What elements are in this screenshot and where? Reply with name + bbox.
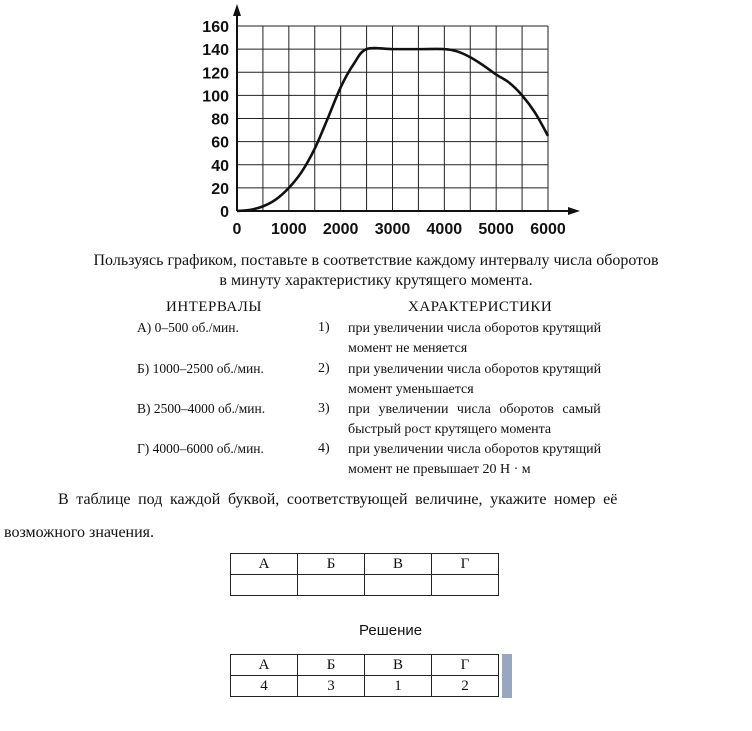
intervals-header: ИНТЕРВАЛЫ (166, 299, 262, 315)
answer-header-a: А (231, 554, 298, 575)
answer-cell-c[interactable] (365, 575, 432, 596)
interval-d: Г) 4000–6000 об./мин. (137, 441, 264, 456)
characteristic-2-line-1: при увеличении числа оборотов крутящий (348, 362, 602, 377)
y-tick-label-40: 40 (211, 157, 229, 175)
y-tick-label-0: 0 (220, 204, 229, 221)
x-tick-label-3000: 3000 (374, 221, 411, 238)
answer-cell-b[interactable] (298, 575, 365, 596)
y-tick-label-140: 140 (202, 42, 229, 60)
x-tick-label-6000: 6000 (530, 221, 566, 238)
interval-b: Б) 1000–2500 об./мин. (137, 361, 264, 376)
answer-cell-d[interactable] (432, 575, 499, 596)
x-axis-arrow (568, 207, 580, 215)
answer-header-d: Г (432, 554, 499, 575)
answer-table-value-row (231, 575, 499, 596)
solution-highlight-bar (502, 654, 512, 698)
interval-a: А) 0–500 об./мин. (137, 320, 239, 335)
y-tick-label-100: 100 (202, 88, 229, 106)
answer-table-header-row (231, 554, 499, 575)
characteristic-4-line-2: момент не превышает 20 Н · м (348, 462, 531, 477)
answer-cell-a[interactable] (231, 575, 298, 596)
characteristic-1-line-1: при увеличении числа оборотов крутящий (348, 321, 602, 336)
solution-value-b: 3 (298, 676, 365, 697)
x-tick-label-5000: 5000 (478, 221, 514, 238)
instruction-line-2: возможного значения. (4, 524, 155, 541)
solution-table-header-row (231, 655, 499, 676)
y-tick-label-160: 160 (202, 19, 229, 36)
solution-table-value-row (231, 676, 499, 697)
chart-grid (237, 26, 548, 211)
chart-ticks (202, 19, 566, 238)
characteristic-3-line-2: быстрый рост крутящего момента (348, 422, 552, 437)
interval-c: В) 2500–4000 об./мин. (137, 401, 266, 416)
solution-header-d: Г (432, 655, 499, 676)
characteristic-3-number: 3) (318, 401, 330, 416)
solution-value-a: 4 (231, 676, 298, 697)
characteristic-1-number: 1) (318, 320, 330, 335)
answer-header-b: Б (298, 554, 365, 575)
solution-value-c: 1 (365, 676, 432, 697)
torque-chart (0, 0, 752, 245)
characteristic-1-line-2: момент не меняется (348, 341, 468, 356)
y-axis-arrow (233, 4, 241, 16)
characteristic-4-line-1: при увеличении числа оборотов крутящий (348, 442, 602, 457)
solution-header-a: А (231, 655, 298, 676)
y-tick-label-80: 80 (211, 111, 229, 129)
solution-table (230, 654, 499, 697)
answer-header-c: В (365, 554, 432, 575)
characteristic-4-number: 4) (318, 441, 330, 456)
x-tick-label-0: 0 (232, 221, 242, 238)
x-tick-label-1000: 1000 (271, 221, 307, 238)
solution-header-b: Б (298, 655, 365, 676)
solution-header-c: В (365, 655, 432, 676)
chart-axes (233, 4, 580, 215)
characteristics-header: ХАРАКТЕРИСТИКИ (408, 299, 553, 315)
characteristic-2-number: 2) (318, 361, 330, 376)
y-tick-label-60: 60 (211, 134, 229, 152)
solution-value-d: 2 (432, 676, 499, 697)
prompt-line-2: в минуту характеристику крутящего момента. (219, 272, 533, 289)
answer-table (230, 553, 499, 596)
x-tick-label-2000: 2000 (322, 221, 359, 238)
solution-title: Решение (359, 622, 423, 639)
x-tick-label-4000: 4000 (426, 221, 463, 238)
prompt-line-1: Пользуясь графиком, поставьте в соответствие каждому интервалу числа оборотов (93, 252, 659, 269)
instruction-line-1: В таблице под каждой буквой, соответствующей величине, укажите номер её (58, 491, 618, 508)
characteristic-3-line-1: при увеличении числа оборотов самый (348, 402, 601, 417)
y-tick-label-120: 120 (202, 65, 229, 83)
y-tick-label-20: 20 (211, 180, 229, 198)
characteristic-2-line-2: момент уменьшается (348, 382, 474, 397)
